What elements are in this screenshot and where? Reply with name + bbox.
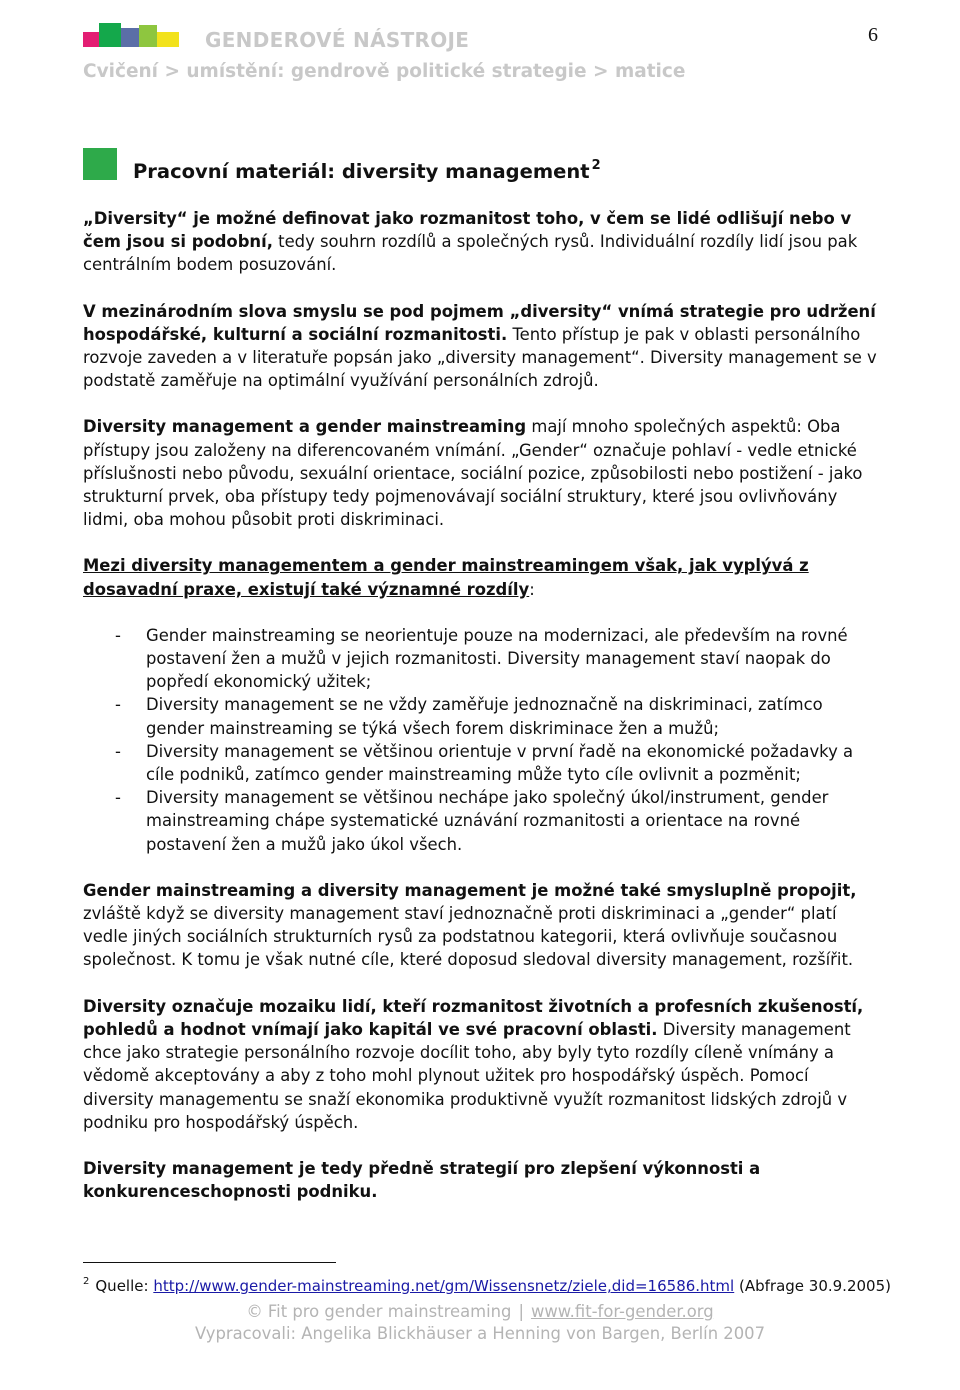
paragraph-6-bold: Diversity označuje mozaiku lidí, kteří rozmanitost životních a profesních zkušeností, pohledů a hodnot vnímají jako kapitál ve své pracovní oblasti.: [83, 996, 864, 1039]
logo-block-lightgreen: [139, 25, 157, 47]
section-title-text: Pracovní materiál: diversity management: [133, 160, 590, 183]
footer-separator: |: [518, 1302, 524, 1321]
paragraph-3-bold: Diversity management a gender mainstreaming: [83, 417, 527, 437]
paragraph-2: [83, 300, 883, 393]
logo-block-yellow: [157, 32, 179, 47]
footnote-prefix: Quelle:: [95, 1277, 154, 1295]
paragraph-1-text: tedy souhrn rozdílů a společných rysů. Individuální rozdíly lidí jsou pak centrálním bodem posuzování.: [83, 232, 858, 275]
list-dash: -: [115, 788, 121, 808]
list-item-text: Gender mainstreaming se neorientuje pouze na modernizaci, ale především na rovné postavení žen a mužů v jejich rozmanitosti. Diversity management staví naopak do popředí ekonomický užitek;: [146, 625, 848, 692]
footnote-suffix: (Abfrage 30.9.2005): [734, 1277, 891, 1295]
list-item: [83, 624, 883, 694]
logo-block-magenta: [83, 32, 99, 47]
paragraph-6-text: Diversity management chce jako strategie personálního rozvoje docílit toho, aby byly tyto rozdíly cíleně vnímány a vědomě akceptovány a aby z toho mohl plynout užitek pro hospodářský úspěch. Pomocí diversity managementu se snaží ekonomika produktivně využít rozmanitost lidských zdrojů v podniku pro hospodářský úspěch.: [83, 1019, 851, 1132]
footnote: [83, 1276, 891, 1295]
document-body: [83, 207, 883, 1203]
footnote-source-link[interactable]: http://www.gender-mainstreaming.net/gm/Wissensnetz/ziele,did=16586.html: [153, 1277, 735, 1295]
paragraph-5-text: zvláště když se diversity management staví jednoznačně proti diskriminaci a „gender“ platí vedle jiných sociálních strukturních rysů za podstatnou kategorii, která ovlivňuje současnou společnost. K tomu je však nutné cíle, které doposud sledoval diversity management, rozšířit.: [83, 904, 854, 970]
paragraph-1: [83, 207, 883, 277]
list-item: [83, 693, 883, 739]
paragraph-6: [83, 995, 883, 1134]
list-dash: -: [115, 741, 121, 761]
paragraph-3-text: mají mnoho společných aspektů: Oba přístupy jsou založeny na diferencovaném vnímání. „Gender“ označuje pohlaví - vedle etnické příslušnosti nebo původu, sexuální orientace, sociální pozice, způsobilosti nebo postižení - jako strukturní prvek, oba přístupy tedy pojmenovávají sociální struktury, které jsou ovlivňovány lidmi, oba mohou působit proti diskriminaci.: [83, 417, 863, 530]
paragraph-3: [83, 415, 883, 531]
footnote-ref[interactable]: 2: [591, 158, 601, 173]
footer-line-1: [0, 1302, 960, 1321]
paragraph-5-bold: Gender mainstreaming a diversity management je možné také smysluplně propojit,: [83, 880, 857, 900]
list-item-text: Diversity management se ne vždy zaměřuje jednoznačně na diskriminaci, zatímco gender mainstreaming se týká všech forem diskriminace žen a mužů;: [146, 695, 823, 738]
section-marker-square: [83, 148, 117, 180]
paragraph-4-bold: Mezi diversity managementem a gender mainstreamingem však, jak vyplývá z dosavadní praxe, existují také významné rozdíly: [83, 556, 809, 599]
footnote-divider: [83, 1262, 336, 1263]
paragraph-1-bold: „Diversity“ je možné definovat jako rozmanitost toho, v čem se lidé odlišují nebo v čem jsou si podobní,: [83, 209, 852, 252]
footnote-number: 2: [83, 1276, 90, 1287]
header-title: GENDEROVÉ NÁSTROJE: [205, 28, 470, 52]
paragraph-7: [83, 1157, 883, 1203]
paragraph-4-text: :: [529, 579, 535, 599]
logo: [83, 23, 179, 47]
logo-block-green: [99, 23, 121, 47]
footer-website-link[interactable]: www.fit-for-gender.org: [530, 1302, 714, 1321]
paragraph-7-bold: Diversity management je tedy předně strategií pro zlepšení výkonnosti a konkurenceschopnosti podniku.: [83, 1158, 761, 1202]
list-item: [83, 786, 883, 856]
section-title: [133, 158, 601, 183]
differences-list: [83, 624, 883, 856]
footer-line-2: Vypracovali: Angelika Blickhäuser a Henning von Bargen, Berlín 2007: [194, 1324, 766, 1343]
paragraph-5: [83, 879, 883, 972]
paragraph-2-bold: V mezinárodním slova smyslu se pod pojmem „diversity“ vnímá strategie pro udržení hospodářské, kulturní a sociální rozmanitosti.: [83, 301, 876, 344]
paragraph-4: [83, 554, 883, 600]
list-item-text: Diversity management se většinou orientuje v první řadě na ekonomické požadavky a cíle podniků, zatímco gender mainstreaming může tyto cíle ovlivnit a pozměnit;: [146, 741, 854, 785]
list-dash: -: [115, 695, 121, 715]
list-item: [83, 740, 883, 786]
paragraph-2-text: Tento přístup je pak v oblasti personálního rozvoje zaveden a v literatuře popsán jako „diversity management“. Diversity management se v podstatě zaměřuje na optimální využívání personálních zdrojů.: [83, 324, 877, 391]
footer-copyright: © Fit pro gender mainstreaming: [246, 1302, 512, 1321]
list-item-text: Diversity management se většinou nechápe jako společný úkol/instrument, gender mainstreaming chápe systematické uznávání rozmanitosti a orientace na rovné postavení žen a mužů jako úkol všech.: [146, 788, 829, 854]
list-dash: -: [115, 625, 121, 645]
header-breadcrumb: Cvičení > umístění: gendrově politické strategie > matice: [83, 61, 686, 82]
logo-block-blue: [121, 28, 139, 47]
page-number: 6: [868, 24, 878, 46]
